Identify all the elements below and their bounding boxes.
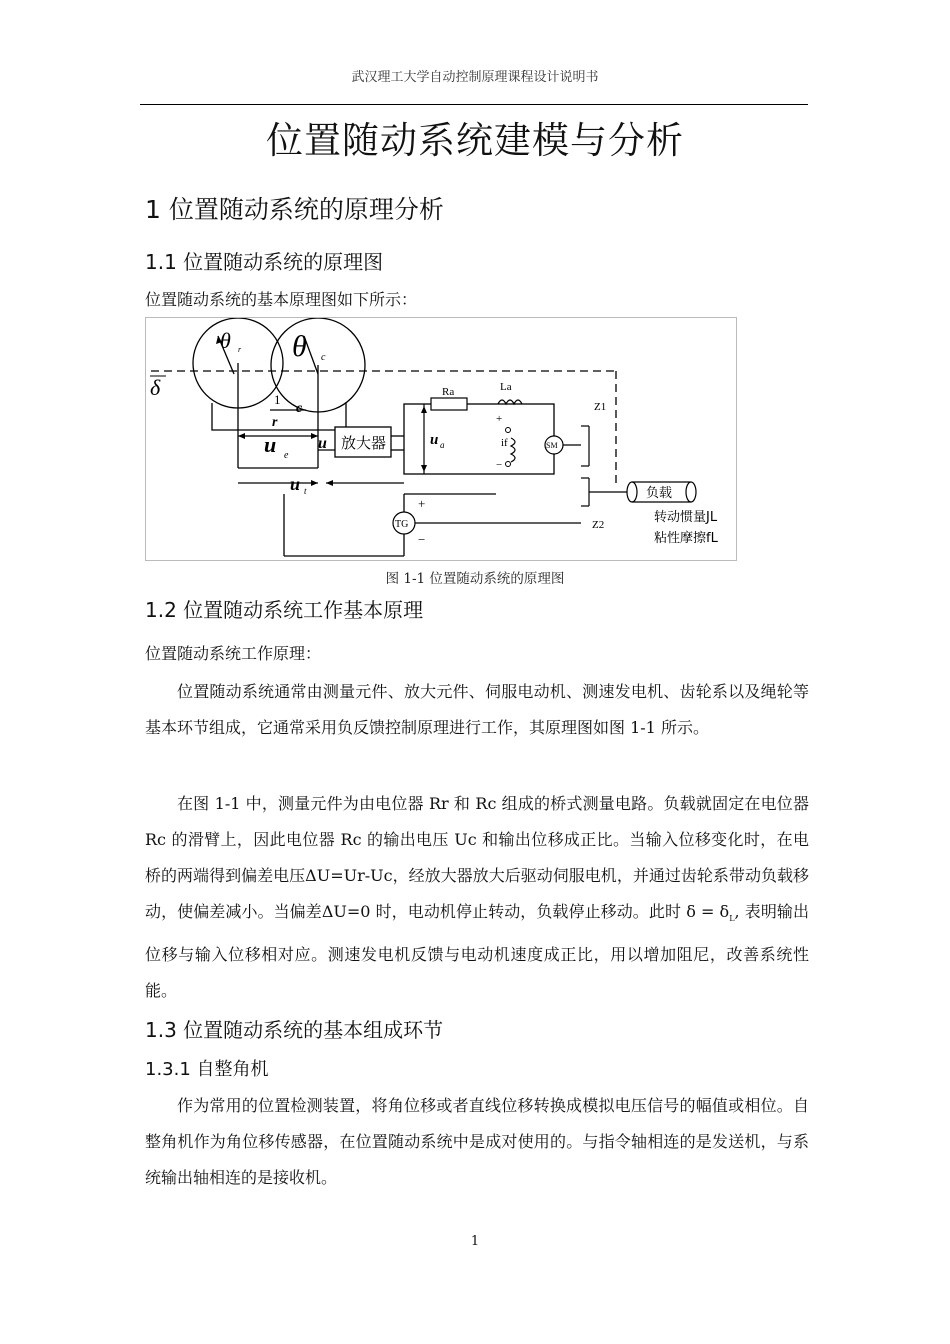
page-header: 武汉理工大学自动控制原理课程设计说明书 <box>351 70 599 85</box>
svg-text:TG: TG <box>395 519 409 530</box>
ut-label: u <box>290 474 301 494</box>
svg-text:c: c <box>296 401 303 416</box>
z1-label: Z1 <box>594 401 607 413</box>
u-label: u <box>318 435 327 452</box>
section-1-1-intro: 位置随动系统的基本原理图如下所示： <box>145 290 418 309</box>
section-1-3-1-heading: 1.3.1 自整角机 <box>145 1059 269 1080</box>
svg-text:r: r <box>238 345 242 354</box>
ua-label: u <box>430 432 439 448</box>
schematic-figure <box>145 317 737 561</box>
if-label: if <box>501 437 508 449</box>
theta-r-label: θ <box>220 328 231 353</box>
schematic-diagram <box>146 318 736 560</box>
section-1-heading: 1 位置随动系统的原理分析 <box>145 195 444 224</box>
z2-label: Z2 <box>592 519 605 531</box>
section-1-3-heading: 1.3 位置随动系统的基本组成环节 <box>145 1018 444 1042</box>
ue-label: u <box>264 432 277 457</box>
theta-c-label: θ <box>292 330 307 363</box>
section-1-3-1-para: 作为常用的位置检测装置，将角位移或者直线位移转换成模拟电压信号的幅值或相位。自整角机作为角位移传感器，在位置随动系统中是成对使用的。与指令轴相连的是发送机，与系统输出轴相连的是接收机。 <box>145 1096 809 1187</box>
delta-label: δ <box>150 375 161 400</box>
document-title: 位置随动系统建模与分析 <box>266 119 684 162</box>
section-1-1-heading: 1.1 位置随动系统的原理图 <box>145 250 384 274</box>
svg-text:+: + <box>496 413 503 425</box>
svg-text:+: + <box>418 496 426 511</box>
svg-text:−: − <box>418 532 426 547</box>
figure-caption: 图 1-1 位置随动系统的原理图 <box>385 571 565 587</box>
header-rule <box>140 104 808 105</box>
svg-text:a: a <box>440 440 445 450</box>
load-label: 负载 <box>646 486 673 501</box>
amplifier-label: 放大器 <box>341 434 387 452</box>
section-1-2-lead: 位置随动系统工作原理： <box>145 644 322 663</box>
svg-text:−: − <box>496 459 503 471</box>
la-label: La <box>500 381 512 393</box>
svg-text:t: t <box>304 486 307 496</box>
svg-text:1: 1 <box>274 392 281 407</box>
inertia-label: 转动惯量JL <box>654 510 718 525</box>
resistor-ra <box>431 398 467 410</box>
svg-text:r: r <box>272 415 278 430</box>
page-number: 1 <box>470 1234 480 1249</box>
section-1-2-heading: 1.2 位置随动系统工作基本原理 <box>145 598 424 622</box>
friction-label: 粘性摩擦fL <box>654 531 718 546</box>
ra-label: Ra <box>442 386 455 398</box>
svg-text:e: e <box>284 450 289 461</box>
svg-text:SM: SM <box>546 441 558 450</box>
svg-text:c: c <box>321 352 326 363</box>
section-1-2-para1: 位置随动系统通常由测量元件、放大元件、伺服电动机、测速发电机、齿轮系以及绳轮等基本环节组成，它通常采用负反馈控制原理进行工作，其原理图如图 1-1 所示。 <box>145 682 809 737</box>
section-1-2-para2: 在图 1-1 中，测量元件为由电位器 Rr 和 Rc 组成的桥式测量电路。负载就固定在电位器 Rc 的滑臂上，因此电位器 Rc 的输出电压 Uc 和输出位移成正比。当输入位移变化时，在电桥的两端得到偏差电压ΔU=Ur-Uc，经放大器放大后驱动伺服电机，并通过齿轮系带动负载移动，使偏差减小。当偏差ΔU=0 时，电动机停止转动，负载停止移动。此时 $\delta = \delta_L$, 表明输出位移与输入位移相对应。测速发电机反馈与电动机速度成正比，用以增加阻尼，改善系统性能。 <box>145 794 809 1001</box>
